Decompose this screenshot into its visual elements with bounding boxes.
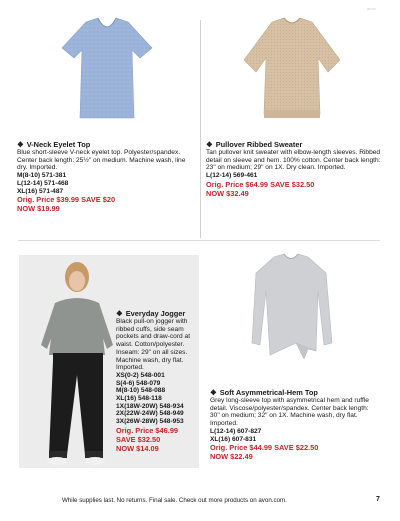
sku-line: XL(16) 607-831	[210, 435, 257, 443]
product-description: Tan pullover knit sweater with elbow-length sleeves. Ribbed detail on sleeve and hem. 100% cotton. Center back length: 23" on medium; 29" on 1X. Dry clean. Imported.	[206, 149, 381, 172]
product-title: ❖ Everyday Jogger	[116, 309, 186, 318]
sku-line: 2X(22W-24W) 548-949	[116, 410, 184, 418]
orig-price: Orig. Price $64.99 SAVE $32.50	[206, 179, 315, 189]
diamond-icon: ❖	[210, 388, 217, 397]
sku-line: M(8-10) 548-088	[116, 387, 166, 395]
product-block	[206, 140, 384, 198]
orig-price: Orig. Price $46.99	[116, 425, 179, 435]
sku-line: L(12-14) 607-827	[210, 427, 262, 435]
product-block	[210, 388, 380, 461]
sale-price: NOW $19.99	[17, 204, 60, 214]
row-divider	[18, 240, 380, 241]
product-title: ❖ Soft Asymmetrical-Hem Top	[210, 388, 318, 397]
sku-line: XL(16) 571-487	[17, 187, 64, 195]
sale-price: NOW $32.49	[206, 188, 249, 198]
sale-price: NOW $22.49	[210, 452, 253, 462]
watermark: avon	[367, 6, 376, 11]
product-description: Blue short-sleeve V-neck eyelet top. Polyester/spandex. Center back length: 25½" on medium. Machine wash, line dry. Imported.	[17, 149, 186, 172]
tan-sweater-image[interactable]	[240, 14, 344, 126]
orig-price: Orig. Price $44.99 SAVE $22.50	[210, 443, 319, 453]
product-title: ❖ Pullover Ribbed Sweater	[206, 140, 303, 149]
sku-line: M(8-10) 571-381	[17, 172, 67, 180]
footer-disclaimer: While supplies last. No returns. Final sale. Check out more products on avon.com.	[62, 497, 287, 504]
diamond-icon: ❖	[116, 309, 123, 318]
product-title: ❖ V-Neck Eyelet Top	[17, 140, 91, 149]
blue-eyelet-top-image[interactable]	[56, 14, 158, 122]
orig-price: Orig. Price $39.99 SAVE $20	[17, 195, 116, 205]
save-amount: SAVE $32.50	[116, 434, 161, 444]
page-number: 7	[376, 496, 380, 503]
diamond-icon: ❖	[206, 140, 213, 149]
sku-line: 3X(26W-28W) 548-953	[116, 418, 184, 426]
diamond-icon: ❖	[17, 140, 24, 149]
product-block	[17, 140, 192, 213]
grey-asym-top-image[interactable]	[246, 251, 336, 361]
sku-line: 1X(18W-20W) 548-934	[116, 402, 184, 410]
sku-line: L(12-14) 569-461	[206, 172, 258, 180]
sale-price: NOW $14.09	[116, 443, 159, 453]
sku-line: S(4-6) 548-079	[116, 379, 161, 387]
product-description: Black pull-on jogger with ribbed cuffs, side seam pockets and draw-cord at waist. Cotton/polyester. Inseam: 29" on all sizes. Machine wash, dry flat. Imported.	[116, 318, 191, 372]
product-description: Grey long-sleeve top with asymmetrical hem and ruffle detail. Viscose/polyester/spandex. Center back length: 30" on medium; 32" on 1X. Machine wash, dry flat. Imported.	[210, 397, 369, 428]
sku-line: L(12-14) 571-468	[17, 179, 69, 187]
sku-line: XS(0-2) 548-001	[116, 371, 165, 379]
sku-line: XL(16) 548-118	[116, 395, 162, 403]
column-divider	[200, 20, 201, 238]
product-block	[116, 309, 206, 453]
